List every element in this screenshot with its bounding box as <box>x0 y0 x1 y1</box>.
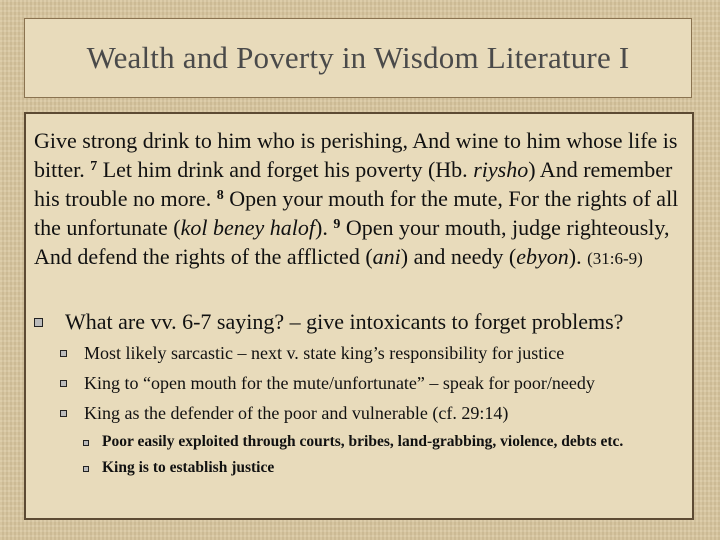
square-bullet-icon <box>60 380 67 387</box>
bullet-level2 <box>60 342 564 364</box>
verse-number: 7 <box>90 159 98 174</box>
quote-text: ) and needy ( <box>400 244 517 269</box>
bullet-level3 <box>83 458 274 478</box>
quote-text: Open your mouth, judge righteously, And defend the rights of the afflicted ( <box>34 215 670 269</box>
scripture-reference: (31:6-9) <box>587 249 643 268</box>
quote-text: Let him drink and forget his poverty (Hb. <box>97 157 474 182</box>
bullet-text: King is to establish justice <box>102 459 275 476</box>
quote-text: ). <box>568 244 588 269</box>
content-box <box>24 112 694 520</box>
quote-text: ) And remember his trouble no more. <box>34 157 673 211</box>
quote-text: ). <box>315 215 334 240</box>
bullet-text: Most likely sarcastic – next v. state king’s responsibility for justice <box>84 343 565 363</box>
hebrew-term: kol beney halof <box>180 215 316 240</box>
bullet-level1 <box>34 308 623 336</box>
slide-title: Wealth and Poverty in Wisdom Literature I <box>86 40 630 75</box>
square-bullet-icon <box>83 466 89 472</box>
bullet-text: King to “open mouth for the mute/unfortunate” – speak for poor/needy <box>84 373 595 393</box>
bullet-level3 <box>83 432 623 452</box>
square-bullet-icon <box>60 410 67 417</box>
quote-text: Open your mouth for the mute, For the rights of all the unfortunate ( <box>34 186 679 240</box>
square-bullet-icon <box>60 350 67 357</box>
bullet-level2 <box>60 372 595 394</box>
hebrew-term: ani <box>372 244 401 269</box>
hebrew-term: ebyon <box>516 244 569 269</box>
square-bullet-icon <box>83 440 89 446</box>
scripture-quote <box>34 126 690 273</box>
quote-text: Give strong drink to him who is perishing, And wine to him whose life is bitter. <box>34 128 678 182</box>
verse-number: 8 <box>216 188 224 203</box>
verse-number: 9 <box>333 217 341 232</box>
square-bullet-icon <box>34 318 43 327</box>
title-box <box>24 18 692 98</box>
bullet-text: Poor easily exploited through courts, bribes, land-grabbing, violence, debts etc. <box>102 433 624 450</box>
hebrew-term: riysho <box>473 157 529 182</box>
bullet-text: What are vv. 6-7 saying? – give intoxicants to forget problems? <box>65 309 624 334</box>
bullet-level2 <box>60 402 508 424</box>
bullet-text: King as the defender of the poor and vulnerable (cf. 29:14) <box>84 403 509 423</box>
